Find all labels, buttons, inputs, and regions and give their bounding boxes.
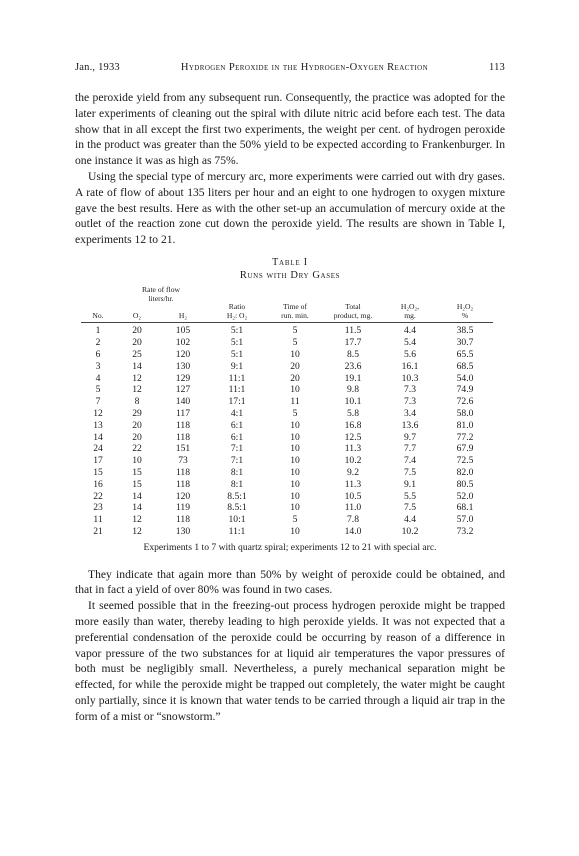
- cell-total-product: 11.0: [344, 502, 362, 514]
- cell-run-time: 10: [290, 348, 300, 360]
- table-footnote: Experiments 1 to 7 with quartz spiral; experiments 12 to 21 with special arc.: [143, 541, 437, 553]
- cell-run-number: 2: [95, 337, 101, 349]
- page-number: 113: [489, 62, 505, 73]
- table-header-row: [81, 303, 493, 320]
- cell-h2o2-mg: 10.2: [401, 525, 419, 537]
- cell-ratio: 9:1: [230, 360, 244, 372]
- cell-o2-flow: 15: [132, 466, 142, 478]
- table-subtitle: Runs with Dry Gases: [239, 269, 341, 281]
- cell-o2-flow: 10: [132, 455, 142, 467]
- table-row: [81, 408, 493, 420]
- table-row: [81, 455, 493, 467]
- cell-ratio: 5:1: [230, 348, 244, 360]
- cell-h2o2-mg: 10.3: [401, 372, 419, 384]
- cell-o2-flow: 12: [132, 525, 142, 537]
- cell-h2-flow: 120: [175, 348, 191, 360]
- cell-h2-flow: 73: [178, 455, 188, 467]
- cell-h2o2-percent: 72.6: [456, 396, 474, 408]
- cell-ratio: 10:1: [228, 514, 246, 526]
- cell-total-product: 9.8: [347, 384, 359, 396]
- cell-run-time: 5: [292, 337, 298, 349]
- cell-h2o2-mg: 7.7: [404, 443, 416, 455]
- cell-total-product: 16.8: [344, 419, 362, 431]
- issue-date: Jan., 1933: [75, 62, 120, 73]
- cell-h2o2-mg: 5.6: [404, 348, 416, 360]
- paragraph-freezing-out: It seemed possible that in the freezing-out process hydrogen peroxide might be trapped more easily than water, thereby leading to high peroxide yields. It was not expected that a preferential condensation of the peroxide could be occurring by reason of a difference in vapor pressure of the two substances for at liquid air temperatures the vapor pressures of both must be negligibly small. Nevertheless, a purely mechanical separation might be effected, for while the peroxide might be trapped out completely, the water might be caught only partially, since it is known that water tends to be carried through a liquid air trap in the form of a mist or “snowstorm.”: [75, 599, 505, 723]
- cell-run-time: 5: [292, 325, 298, 337]
- cell-h2-flow: 151: [175, 443, 191, 455]
- cell-ratio: 4:1: [230, 407, 244, 419]
- cell-run-number: 24: [93, 443, 103, 455]
- col-header-h2o2-pct: H₂O₂ %: [456, 302, 474, 320]
- table-row: [81, 467, 493, 479]
- flow-group-line-2: liters/hr.: [148, 293, 174, 303]
- paragraph-dry-gases: Using the special type of mercury arc, more experiments were carried out with dry gases. A rate of flow of about 135 liters per hour and an eight to one hydrogen to oxygen mixture gave the best results. Here as with the other set-up an accumulation of mercury oxide at the outlet of the reaction zone cut down the peroxide yield. The results are shown in Table I, experiments 12 to 21.: [75, 169, 505, 247]
- cell-total-product: 11.3: [344, 478, 362, 490]
- cell-total-product: 12.5: [344, 431, 362, 443]
- cell-h2-flow: 130: [175, 525, 191, 537]
- cell-run-number: 13: [93, 419, 103, 431]
- cell-run-time: 11: [290, 396, 300, 408]
- cell-h2o2-mg: 9.7: [404, 431, 416, 443]
- table-row: [81, 491, 493, 503]
- cell-o2-flow: 12: [132, 514, 142, 526]
- cell-total-product: 8.5: [347, 348, 359, 360]
- cell-total-product: 10.1: [344, 396, 362, 408]
- cell-total-product: 10.5: [344, 490, 362, 502]
- cell-h2o2-percent: 68.5: [456, 360, 474, 372]
- cell-h2o2-mg: 7.3: [404, 384, 416, 396]
- cell-ratio: 17:1: [228, 396, 246, 408]
- cell-run-number: 21: [93, 525, 103, 537]
- cell-ratio: 5:1: [230, 337, 244, 349]
- cell-h2-flow: 118: [175, 514, 191, 526]
- col-header-no: No.: [92, 310, 104, 320]
- cell-ratio: 7:1: [230, 443, 244, 455]
- cell-h2o2-percent: 38.5: [456, 325, 474, 337]
- cell-total-product: 17.7: [344, 337, 362, 349]
- flow-group-line-1: Rate of flow: [142, 284, 180, 294]
- cell-h2o2-percent: 77.2: [456, 431, 474, 443]
- cell-run-number: 1: [95, 325, 101, 337]
- table-row: [81, 337, 493, 349]
- cell-h2o2-mg: 4.4: [404, 514, 416, 526]
- cell-o2-flow: 20: [132, 325, 142, 337]
- cell-run-time: 20: [290, 360, 300, 372]
- cell-h2-flow: 120: [175, 490, 191, 502]
- cell-o2-flow: 25: [132, 348, 142, 360]
- cell-ratio: 11:1: [228, 384, 246, 396]
- cell-run-time: 10: [290, 443, 300, 455]
- cell-h2o2-mg: 13.6: [401, 419, 419, 431]
- cell-h2o2-percent: 52.0: [456, 490, 474, 502]
- table-row: [81, 432, 493, 444]
- cell-h2o2-mg: 4.4: [404, 325, 416, 337]
- cell-run-time: 10: [290, 419, 300, 431]
- cell-total-product: 5.8: [347, 407, 359, 419]
- cell-h2-flow: 140: [175, 396, 191, 408]
- cell-run-number: 14: [93, 431, 103, 443]
- cell-total-product: 7.8: [347, 514, 359, 526]
- cell-run-number: 7: [95, 396, 101, 408]
- cell-total-product: 9.2: [347, 466, 359, 478]
- cell-h2o2-percent: 74.9: [456, 384, 474, 396]
- cell-total-product: 23.6: [344, 360, 362, 372]
- table-title: Table I: [272, 256, 308, 268]
- cell-h2o2-percent: 58.0: [456, 407, 474, 419]
- cell-h2o2-mg: 3.4: [404, 407, 416, 419]
- table-row: [81, 443, 493, 455]
- cell-h2o2-mg: 16.1: [401, 360, 419, 372]
- table-row: [81, 514, 493, 526]
- col-header-h2o2-mg: H₂O₂, mg.: [400, 302, 420, 320]
- cell-h2o2-percent: 54.0: [456, 372, 474, 384]
- cell-run-time: 5: [292, 407, 298, 419]
- cell-h2-flow: 118: [175, 431, 191, 443]
- cell-h2-flow: 117: [175, 407, 191, 419]
- cell-run-time: 10: [290, 478, 300, 490]
- table-row: [81, 349, 493, 361]
- cell-run-time: 10: [290, 455, 300, 467]
- cell-h2o2-percent: 73.2: [456, 525, 474, 537]
- cell-h2-flow: 102: [175, 337, 191, 349]
- cell-h2o2-percent: 80.5: [456, 478, 474, 490]
- paragraph-results: They indicate that again more than 50% by weight of peroxide could be obtained, and that in fact a yield of over 80% was found in two cases.: [75, 567, 505, 597]
- cell-ratio: 8.5:1: [227, 490, 247, 502]
- cell-run-number: 17: [93, 455, 103, 467]
- cell-ratio: 7:1: [230, 455, 244, 467]
- cell-ratio: 8:1: [230, 478, 244, 490]
- cell-o2-flow: 15: [132, 478, 142, 490]
- cell-o2-flow: 20: [132, 337, 142, 349]
- table-row: [81, 526, 493, 538]
- cell-h2-flow: 118: [175, 419, 191, 431]
- cell-h2-flow: 118: [175, 466, 191, 478]
- cell-run-time: 10: [290, 431, 300, 443]
- table-header-group-row: [81, 286, 493, 303]
- table-row: [81, 502, 493, 514]
- table-row: [81, 323, 493, 337]
- cell-run-number: 3: [95, 360, 101, 372]
- cell-o2-flow: 20: [132, 419, 142, 431]
- cell-total-product: 14.0: [344, 525, 362, 537]
- running-title: Hydrogen Peroxide in the Hydrogen-Oxygen Reaction: [180, 62, 429, 73]
- cell-ratio: 11:1: [228, 372, 246, 384]
- cell-run-number: 15: [93, 466, 103, 478]
- cell-total-product: 11.5: [344, 325, 362, 337]
- cell-o2-flow: 14: [132, 502, 142, 514]
- paragraph-continued: the peroxide yield from any subsequent run. Consequently, the practice was adopted for the later experiments of cleaning out the spiral with dilute nitric acid before each test. The data show that in all except the first two experiments, the weight per cent. of hydrogen peroxide in the product was greater than the 50% yield to be expected according to Frankenburger. In one instance it was as high as 75%.: [75, 91, 505, 168]
- cell-run-number: 23: [93, 502, 103, 514]
- running-head: [75, 62, 505, 73]
- cell-h2-flow: 130: [175, 360, 191, 372]
- cell-o2-flow: 20: [132, 431, 142, 443]
- cell-h2-flow: 105: [175, 325, 191, 337]
- cell-ratio: 6:1: [230, 419, 244, 431]
- cell-h2o2-mg: 5.5: [404, 490, 416, 502]
- cell-h2o2-percent: 57.0: [456, 514, 474, 526]
- cell-run-number: 6: [95, 348, 101, 360]
- cell-h2-flow: 119: [175, 502, 191, 514]
- cell-h2o2-mg: 5.4: [404, 337, 416, 349]
- cell-total-product: 11.3: [344, 443, 362, 455]
- cell-run-number: 5: [95, 384, 101, 396]
- cell-ratio: 5:1: [230, 325, 244, 337]
- cell-h2-flow: 127: [175, 384, 191, 396]
- col-header-total-product: Total product, mg.: [333, 302, 373, 320]
- cell-h2o2-percent: 65.5: [456, 348, 474, 360]
- cell-o2-flow: 29: [132, 407, 142, 419]
- cell-h2o2-mg: 7.5: [404, 466, 416, 478]
- cell-ratio: 11:1: [228, 525, 246, 537]
- table-row: [81, 479, 493, 491]
- cell-h2o2-percent: 67.9: [456, 443, 474, 455]
- cell-h2-flow: 118: [175, 478, 191, 490]
- cell-h2-flow: 129: [175, 372, 191, 384]
- cell-h2o2-mg: 7.5: [404, 502, 416, 514]
- cell-h2o2-mg: 7.4: [404, 455, 416, 467]
- cell-o2-flow: 22: [132, 443, 142, 455]
- cell-ratio: 6:1: [230, 431, 244, 443]
- table-row: [81, 361, 493, 373]
- col-header-o2: O₂: [132, 310, 142, 320]
- cell-h2o2-mg: 7.3: [404, 396, 416, 408]
- cell-ratio: 8:1: [230, 466, 244, 478]
- cell-h2o2-percent: 68.1: [456, 502, 474, 514]
- table-row: [81, 396, 493, 408]
- cell-o2-flow: 12: [132, 372, 142, 384]
- cell-run-time: 10: [290, 384, 300, 396]
- cell-run-number: 12: [93, 407, 103, 419]
- cell-h2o2-percent: 30.7: [456, 337, 474, 349]
- cell-o2-flow: 14: [132, 490, 142, 502]
- cell-h2o2-mg: 9.1: [404, 478, 416, 490]
- col-header-time: Time of run. min.: [281, 302, 309, 320]
- cell-run-time: 10: [290, 525, 300, 537]
- cell-o2-flow: 12: [132, 384, 142, 396]
- cell-o2-flow: 8: [134, 396, 140, 408]
- cell-ratio: 8.5:1: [227, 502, 247, 514]
- cell-run-time: 10: [290, 490, 300, 502]
- table-row: [81, 420, 493, 432]
- cell-h2o2-percent: 72.5: [456, 455, 474, 467]
- table-row: [81, 384, 493, 396]
- cell-total-product: 19.1: [344, 372, 362, 384]
- cell-run-time: 10: [290, 466, 300, 478]
- col-header-h2: H₂: [178, 310, 188, 320]
- table-row: [81, 373, 493, 385]
- cell-h2o2-percent: 81.0: [456, 419, 474, 431]
- flow-group-header: [115, 286, 207, 303]
- cell-o2-flow: 14: [132, 360, 142, 372]
- cell-run-number: 11: [93, 514, 103, 526]
- col-header-ratio: Ratio H₂: O₂: [226, 302, 248, 320]
- cell-run-number: 22: [93, 490, 103, 502]
- table-caption: [75, 256, 505, 282]
- cell-run-time: 20: [290, 372, 300, 384]
- cell-run-number: 4: [95, 372, 101, 384]
- cell-run-time: 10: [290, 502, 300, 514]
- runs-table: [81, 286, 493, 538]
- journal-page: [75, 62, 505, 725]
- cell-run-number: 16: [93, 478, 103, 490]
- cell-h2o2-percent: 82.0: [456, 466, 474, 478]
- cell-total-product: 10.2: [344, 455, 362, 467]
- cell-run-time: 5: [292, 514, 298, 526]
